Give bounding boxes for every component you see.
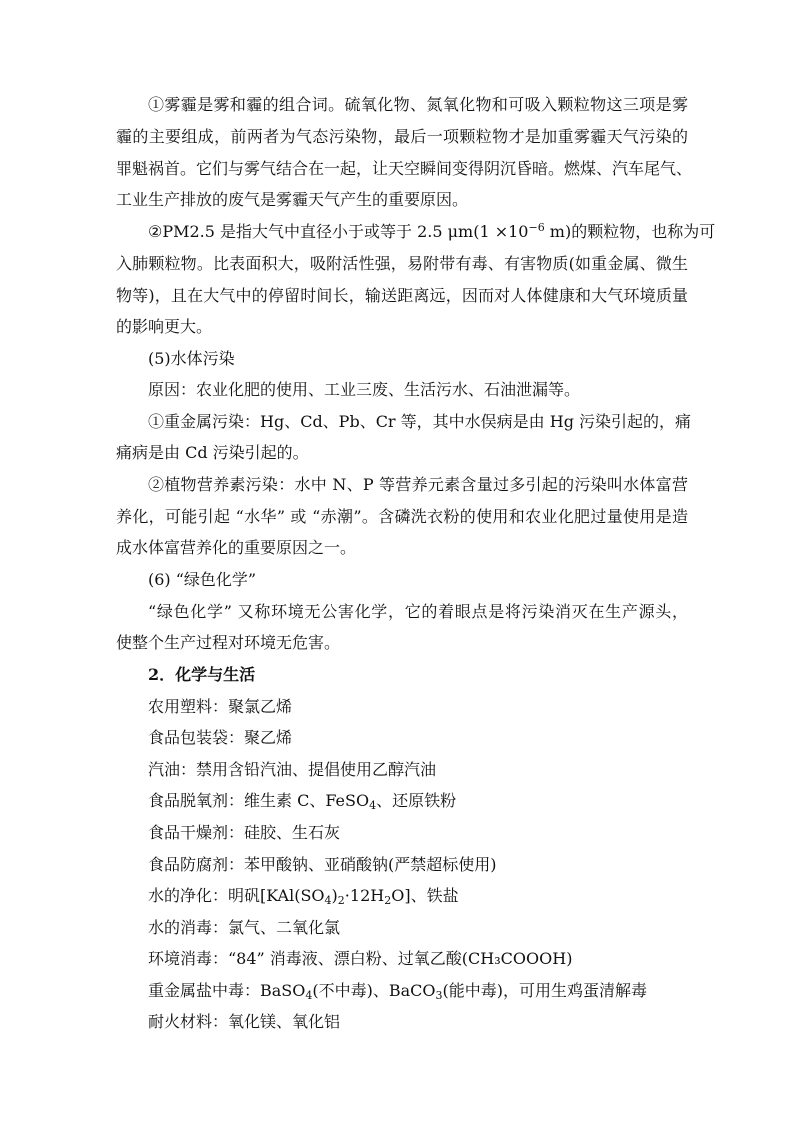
- green-line-2: 使整个生产过程对环境无危害。: [116, 633, 341, 652]
- life-env-disinfect: 环境消毒：“84” 消毒液、漂白粉、过氧乙酸(CH₃COOOH): [148, 949, 573, 968]
- water-cause: 原因：农业化肥的使用、工业三废、生活污水、石油泄漏等。: [148, 380, 581, 399]
- purify-sub-2: 2: [337, 894, 345, 907]
- deox-text-b: 、还原铁粉: [376, 791, 457, 810]
- pm25-line-1: [148, 221, 716, 242]
- green-heading: (6) “绿色化学”: [148, 570, 257, 589]
- purify-text-a: 水的净化：明矾[KAl(SO: [148, 886, 325, 905]
- purify-sub-1: 4: [324, 894, 332, 907]
- metal-line-2: 痛病是由 Cd 污染引起的。: [116, 443, 309, 462]
- purify-text-c: ·12H: [344, 886, 385, 905]
- purify-sub-3: 2: [384, 894, 392, 907]
- life-refractory: 耐火材料：氧化镁、氧化铝: [148, 1012, 341, 1031]
- nutrient-line-3: 成水体富营养化的重要原因之一。: [116, 538, 357, 557]
- life-deoxidizer: [148, 791, 720, 811]
- deox-sub: 4: [369, 799, 377, 812]
- smog-line-3: 罪魁祸首。它们与雾气结合在一起，让天空瞬间变得阴沉昏暗。燃煤、汽车尾气、: [116, 159, 693, 178]
- life-water-disinfect: 水的消毒：氯气、二氧化氯: [148, 918, 341, 937]
- life-preservative: 食品防腐剂：苯甲酸钠、亚硝酸钠(严禁超标使用): [148, 855, 497, 874]
- life-gasoline: 汽油：禁用含铅汽油、提倡使用乙醇汽油: [148, 760, 437, 779]
- poison-sub-2: 3: [435, 989, 443, 1002]
- life-heading: 2．化学与生活: [148, 665, 256, 684]
- pm25-line-4: 的影响更大。: [116, 317, 213, 336]
- life-packaging: 食品包装袋：聚乙烯: [148, 728, 293, 747]
- poison-text-c: (能中毒)，可用生鸡蛋清解毒: [442, 981, 648, 1000]
- green-line-1: “绿色化学” 又称环境无公害化学，它的着眼点是将污染消灭在生产源头，: [148, 602, 688, 621]
- water-heading: (5)水体污染: [148, 349, 235, 368]
- smog-line-2: 霾的主要组成，前两者为气态污染物，最后一项颗粒物才是加重雾霾天气污染的: [116, 127, 688, 146]
- smog-line-4: 工业生产排放的废气是雾霾天气产生的重要原因。: [116, 190, 469, 209]
- pm25-text-a: ②PM2.5 是指大气中直径小于或等于 2.5 μm(1 ×10: [148, 222, 529, 241]
- life-plastic: 农用塑料：聚氯乙烯: [148, 697, 293, 716]
- nutrient-line-2: 养化，可能引起 “水华” 或 “赤潮”。含磷洗衣粉的使用和农业化肥过量使用是造: [116, 507, 688, 526]
- life-water-purify: [148, 886, 720, 906]
- poison-text-b: (不中毒)、BaCO: [312, 981, 436, 1000]
- smog-line-1: ①雾霾是雾和霾的组合词。硫氧化物、氮氧化物和可吸入颗粒物这三项是雾: [148, 95, 688, 114]
- life-poisoning: [148, 981, 720, 1001]
- pm25-exponent: −6: [528, 221, 545, 234]
- life-desiccant: 食品干燥剂：硅胶、生石灰: [148, 823, 341, 842]
- poison-sub-1: 4: [305, 989, 313, 1002]
- pm25-line-2: 入肺颗粒物。比表面积大，吸附活性强，易附带有毒、有害物质(如重金属、微生: [116, 254, 688, 273]
- pm25-text-b: m)的颗粒物，也称为可: [544, 222, 716, 241]
- poison-text-a: 重金属盐中毒：BaSO: [148, 981, 306, 1000]
- purify-text-b: ): [331, 886, 338, 905]
- nutrient-line-1: ②植物营养素污染：水中 N、P 等营养元素含量过多引起的污染叫水体富营: [148, 475, 688, 494]
- metal-line-1: ①重金属污染：Hg、Cd、Pb、Cr 等，其中水俣病是由 Hg 污染引起的，痛: [148, 412, 692, 431]
- deox-text-a: 食品脱氧剂：维生素 C、FeSO: [148, 791, 370, 810]
- purify-text-d: O]、铁盐: [391, 886, 459, 905]
- pm25-line-3: 物等)，且在大气中的停留时间长，输送距离远，因而对人体健康和大气环境质量: [116, 286, 688, 305]
